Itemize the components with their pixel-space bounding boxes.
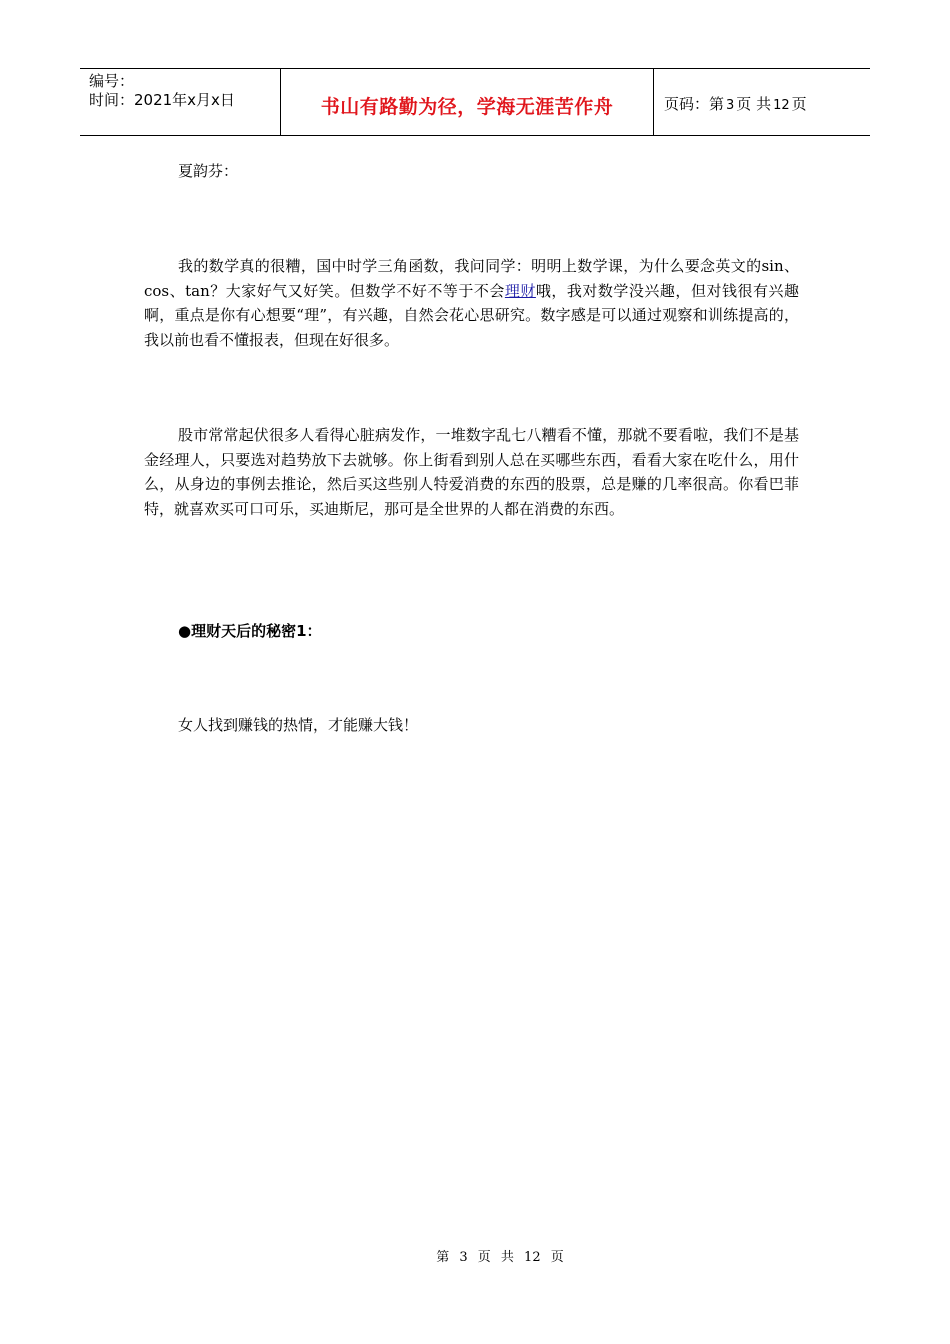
finance-link[interactable]: 理财 (504, 281, 536, 300)
paragraph-stocks: 股市常常起伏很多人看得心脏病发作，一堆数字乱七八糟看不懂，那就不要看啦，我们不是基金经理人，只要选对趋势放下去就够。你上街看到别人总在买哪些东西，看看大家在吃什么，用什么，从身边的事例去推论，然后买这些别人特爱消费的东西的股票，总是赚的几率很高。你看巴菲特，就喜欢买可口可乐，买迪斯尼，那可是全世界的人都在消费的东西。 (144, 426, 799, 518)
header-page-cell (654, 69, 870, 135)
serial-label: 编号： (89, 72, 135, 90)
secret-heading: ●理财天后的秘密1： (178, 622, 322, 640)
paragraph-math-text-2: 哦，我对数学没兴趣，但对钱很有兴趣啊，重点是你有心想要“理”，有兴趣，自然会花心思研究。数字感是可以通过观察和训练提高的，我以前也看不懂报表，但现在好很多。 (144, 281, 799, 349)
page-suffix: 页 (791, 95, 807, 113)
speaker-line: 夏韵芬： (178, 162, 239, 180)
page-mid: 页 共 (736, 95, 772, 113)
motto-text: 书山有路勤为径，学海无涯苦作舟 (320, 95, 614, 118)
header-meta-cell (80, 69, 281, 135)
secret-text: 女人找到赚钱的热情，才能赚大钱！ (178, 716, 419, 734)
time-label: 时间：2021年x月x日 (89, 91, 235, 109)
paragraph-math (144, 254, 799, 352)
page-footer: 第 3 页 共 12 页 (436, 1250, 564, 1265)
page-total: 12 (773, 98, 790, 113)
page-header (80, 68, 870, 136)
page-current: 3 (726, 98, 735, 113)
page-prefix: 页码：第 (664, 95, 725, 113)
header-motto-cell (281, 69, 654, 135)
paragraph-math-text-1: 我的数学真的很糟，国中时学三角函数，我问同学：明明上数学课，为什么要念英文的sin、cos、tan？大家好气又好笑。但数学不好不等于不会 (144, 257, 799, 300)
